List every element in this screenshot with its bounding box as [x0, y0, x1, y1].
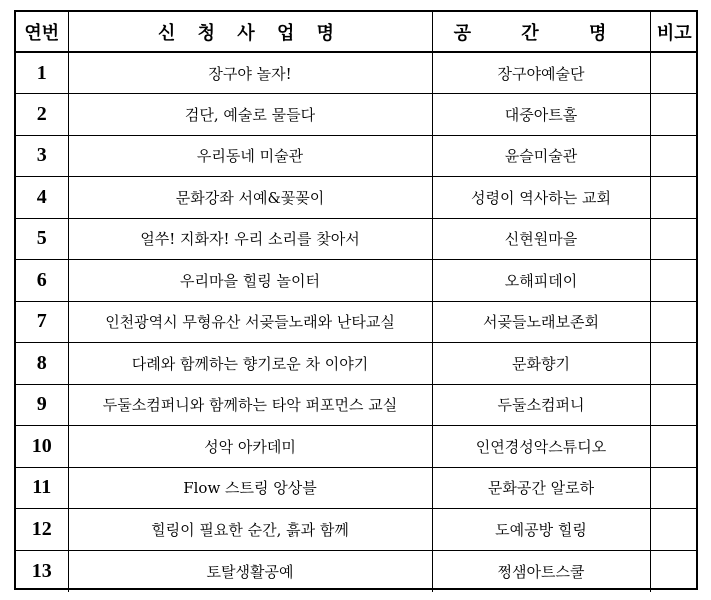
project-name-cell: 다례와 함께하는 향기로운 차 이야기	[68, 343, 432, 385]
table-row	[16, 384, 698, 426]
project-name-cell: 두둘소컴퍼니와 함께하는 타악 퍼포먼스 교실	[68, 384, 432, 426]
project-table	[16, 12, 698, 592]
row-number: 11	[16, 467, 68, 509]
row-number: 1	[16, 52, 68, 94]
note-cell	[650, 94, 698, 136]
table-row	[16, 426, 698, 468]
row-number: 2	[16, 94, 68, 136]
row-number: 8	[16, 343, 68, 385]
note-cell	[650, 177, 698, 219]
note-cell	[650, 343, 698, 385]
table-row	[16, 177, 698, 219]
space-name-cell: 장구야예술단	[432, 52, 650, 94]
project-name-cell: 장구야 놀자!	[68, 52, 432, 94]
header-note: 비고	[650, 12, 698, 52]
space-name-cell: 인연경성악스튜디오	[432, 426, 650, 468]
table-row	[16, 52, 698, 94]
row-number: 9	[16, 384, 68, 426]
row-number: 12	[16, 509, 68, 551]
project-name-cell: 얼쑤! 지화자! 우리 소리를 찾아서	[68, 218, 432, 260]
project-name-cell: 토탈생활공예	[68, 550, 432, 592]
project-name-cell: 우리동네 미술관	[68, 135, 432, 177]
project-name-cell: Flow 스트링 앙상블	[68, 467, 432, 509]
note-cell	[650, 301, 698, 343]
space-name-cell: 윤슬미술관	[432, 135, 650, 177]
space-name-cell: 대중아트홀	[432, 94, 650, 136]
space-name-cell: 신현원마을	[432, 218, 650, 260]
table-row	[16, 301, 698, 343]
row-number: 13	[16, 550, 68, 592]
project-name-cell: 힐링이 필요한 순간, 흙과 함께	[68, 509, 432, 551]
table-row	[16, 94, 698, 136]
project-name-cell: 성악 아카데미	[68, 426, 432, 468]
space-name-cell: 두둘소컴퍼니	[432, 384, 650, 426]
space-name-cell: 쩡샘아트스쿨	[432, 550, 650, 592]
header-project-name: 신 청 사 업 명	[68, 12, 432, 52]
table-row	[16, 467, 698, 509]
table-row	[16, 218, 698, 260]
header-space-name: 공 간 명	[432, 12, 650, 52]
space-name-cell: 문화공간 알로하	[432, 467, 650, 509]
header-row	[16, 12, 698, 52]
document-table-frame	[14, 10, 698, 590]
project-name-cell: 인천광역시 무형유산 서곶들노래와 난타교실	[68, 301, 432, 343]
note-cell	[650, 218, 698, 260]
note-cell	[650, 509, 698, 551]
space-name-cell: 오해피데이	[432, 260, 650, 302]
note-cell	[650, 467, 698, 509]
note-cell	[650, 52, 698, 94]
table-row	[16, 550, 698, 592]
row-number: 4	[16, 177, 68, 219]
table-row	[16, 260, 698, 302]
project-name-cell: 문화강좌 서예&꽃꽂이	[68, 177, 432, 219]
note-cell	[650, 135, 698, 177]
space-name-cell: 문화향기	[432, 343, 650, 385]
note-cell	[650, 384, 698, 426]
space-name-cell: 서곶들노래보존회	[432, 301, 650, 343]
note-cell	[650, 260, 698, 302]
note-cell	[650, 426, 698, 468]
space-name-cell: 도예공방 힐링	[432, 509, 650, 551]
note-cell	[650, 550, 698, 592]
table-row	[16, 509, 698, 551]
row-number: 7	[16, 301, 68, 343]
row-number: 6	[16, 260, 68, 302]
table-row	[16, 343, 698, 385]
table-row	[16, 135, 698, 177]
space-name-cell: 성령이 역사하는 교회	[432, 177, 650, 219]
row-number: 3	[16, 135, 68, 177]
row-number: 10	[16, 426, 68, 468]
project-name-cell: 검단, 예술로 물들다	[68, 94, 432, 136]
project-name-cell: 우리마을 힐링 놀이터	[68, 260, 432, 302]
header-no: 연번	[16, 12, 68, 52]
row-number: 5	[16, 218, 68, 260]
